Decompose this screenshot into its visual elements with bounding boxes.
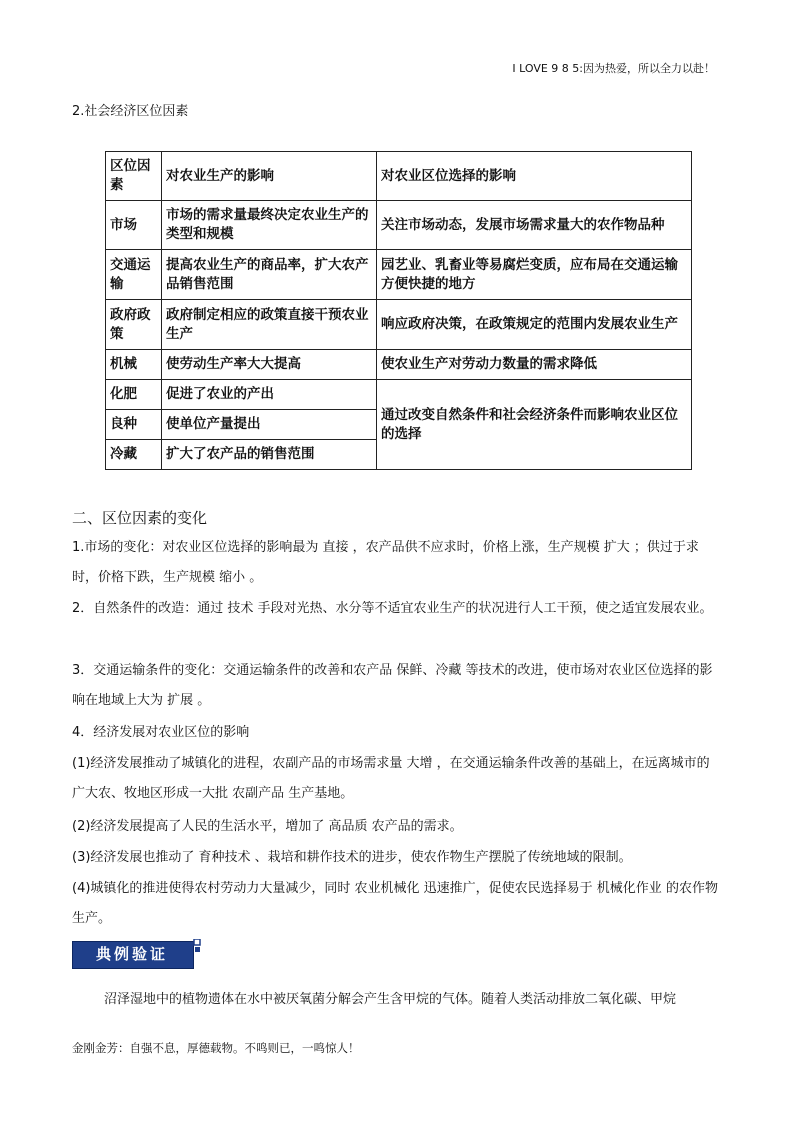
factor-cell: 化肥 (106, 380, 162, 410)
corner-squares-icon (186, 939, 202, 953)
location-cell: 响应政府决策，在政策规定的范围内发展农业生产 (377, 300, 692, 350)
production-cell: 政府制定相应的政策直接干预农业生产 (162, 300, 377, 350)
factor-cell: 政府政策 (106, 300, 162, 350)
location-cell: 使农业生产对劳动力数量的需求降低 (377, 350, 692, 380)
merged-location-cell: 通过改变自然条件和社会经济条件而影响农业区位的选择 (377, 380, 692, 470)
header-cell-location: 对农业区位选择的影响 (377, 152, 692, 201)
paragraph: (4)城镇化的推进使得农村劳动力大量减少，同时 农业机械化 迅速推广，促使农民选择易于 机械化作业 的农作物生产。 (72, 881, 718, 926)
table-row (106, 201, 692, 250)
table-row (106, 250, 692, 300)
paragraph: (3)经济发展也推动了 育种技术 、栽培和耕作技术的进步，使农作物生产摆脱了传统地域的限制。 (72, 850, 632, 865)
example-banner (72, 939, 202, 969)
page-header: I LOVE 9 8 5:因为热爱，所以全力以赴！ (512, 62, 715, 75)
factor-cell: 交通运输 (106, 250, 162, 300)
example-text: 沼泽湿地中的植物遗体在水中被厌氧菌分解会产生含甲烷的气体。随着人类活动排放二氧化碳、甲烷 (104, 992, 677, 1007)
factor-table (105, 151, 692, 470)
production-cell: 促进了农业的产出 (162, 380, 377, 410)
table-row (106, 300, 692, 350)
production-cell: 扩大了农产品的销售范围 (162, 440, 377, 470)
paragraph: 2．自然条件的改造：通过 技术 手段对光热、水分等不适宜农业生产的状况进行人工干预，使之适宜发展农业。 (72, 601, 713, 616)
location-cell: 园艺业、乳畜业等易腐烂变质，应布局在交通运输方便快捷的地方 (377, 250, 692, 300)
factor-cell: 冷藏 (106, 440, 162, 470)
production-cell: 市场的需求量最终决定农业生产的类型和规模 (162, 201, 377, 250)
paragraph: 3．交通运输条件的变化：交通运输条件的改善和农产品 保鲜、冷藏 等技术的改进，使市场对农业区位选择的影响在地域上大为 扩展 。 (72, 663, 713, 708)
header-cell-factor: 区位因素 (106, 152, 162, 201)
page-footer: 金刚金芳：自强不息，厚德载物。不鸣则已，一鸣惊人！ (72, 1041, 360, 1055)
table-header-row (106, 152, 692, 201)
table-row (106, 350, 692, 380)
production-cell: 提高农业生产的商品率，扩大农产品销售范围 (162, 250, 377, 300)
location-cell: 关注市场动态，发展市场需求量大的农作物品种 (377, 201, 692, 250)
section-heading: 二、区位因素的变化 (72, 509, 208, 527)
production-cell: 使劳动生产率大大提高 (162, 350, 377, 380)
paragraph: (1)经济发展推动了城镇化的进程，农副产品的市场需求量 大增 ，在交通运输条件改善的基础上，在远离城市的广大农、牧地区形成一大批 农副产品 生产基地。 (72, 756, 710, 801)
banner-label: 典例验证 (95, 945, 168, 963)
paragraph: 4．经济发展对农业区位的影响 (72, 725, 250, 740)
factor-cell: 良种 (106, 410, 162, 440)
production-cell: 使单位产量提出 (162, 410, 377, 440)
table-row (106, 380, 692, 410)
factor-cell: 市场 (106, 201, 162, 250)
factor-cell: 机械 (106, 350, 162, 380)
paragraph: (2)经济发展提高了人民的生活水平，增加了 高品质 农产品的需求。 (72, 819, 463, 834)
header-cell-production: 对农业生产的影响 (162, 152, 377, 201)
section-title: 2.社会经济区位因素 (72, 104, 189, 119)
paragraph: 1.市场的变化：对农业区位选择的影响最为 直接 ，农产品供不应求时，价格上涨，生产规模 扩大 ；供过于求时，价格下跌，生产规模 缩小 。 (72, 540, 699, 585)
